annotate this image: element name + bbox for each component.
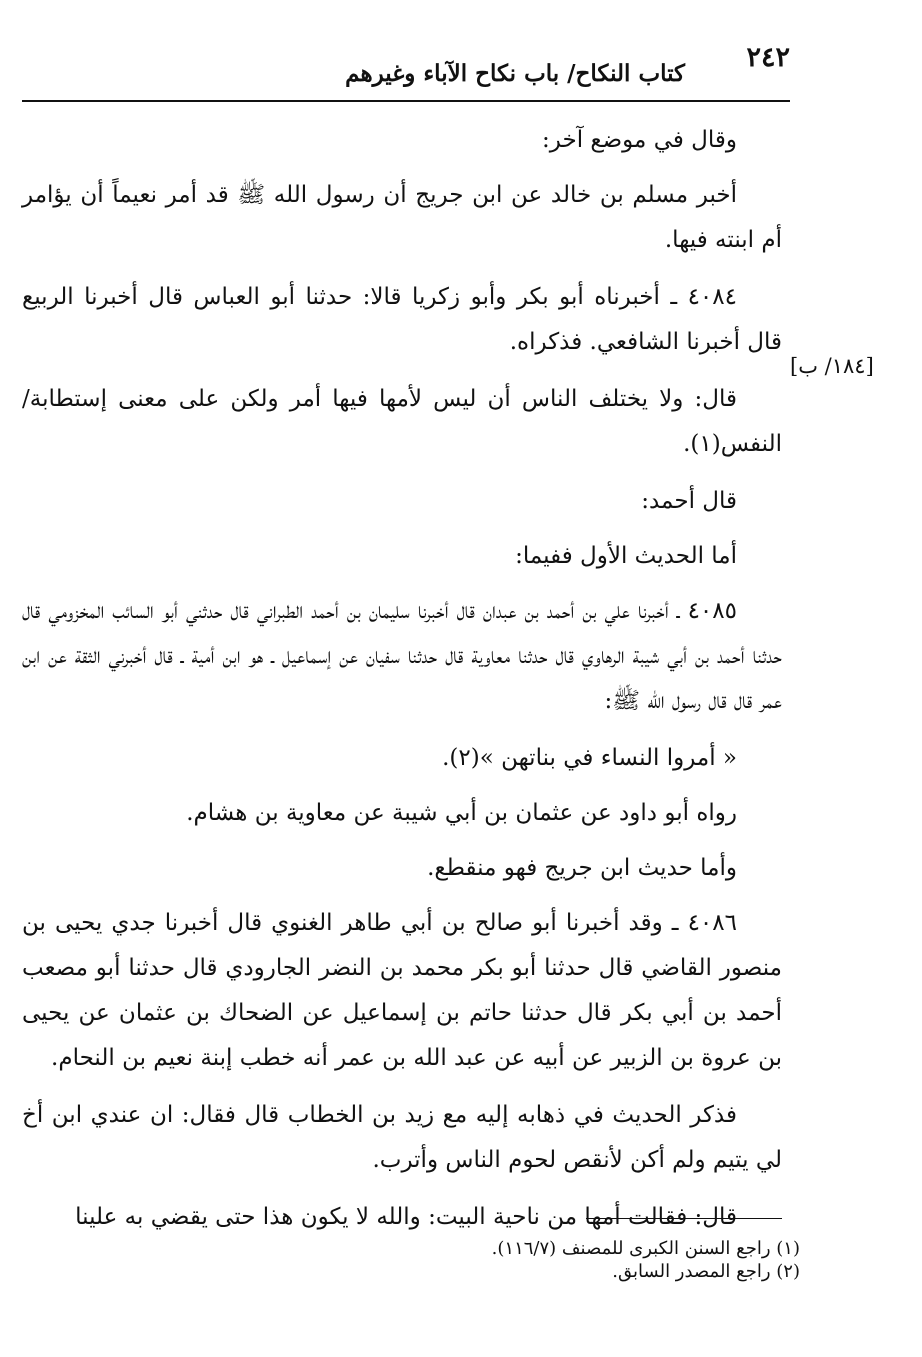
paragraph-story: فذكر الحديث في ذهابه إليه مع زيد بن الخطاب قال فقال: ان عندي ابن أخ لي يتيم ولم أكن لأنقص لحوم الناس وأترب.	[22, 1102, 782, 1173]
paragraph-abu-dawud: رواه أبو داود عن عثمان بن أبي شيبة عن معاوية بن هشام.	[186, 800, 737, 826]
footnote-1: (١) راجع السنن الكبرى للمصنف (١١٦/٧).	[491, 1238, 800, 1259]
hadith-4086: ٤٠٨٦ ـ وقد أخبرنا أبو صالح بن أبي طاهر الغنوي قال أخبرنا جدي يحيى بن منصور القاضي قال حدثنا أبو بكر محمد بن النضر الجارودي قال حدثنا أبو مصعب أحمد بن أبي بكر قال حدثنا حاتم بن إسماعيل عن الضحاك بن عثمان عن يحيى بن عروة بن الزبير عن أبيه عن عبد الله بن عمر أنه خطب إبنة نعيم بن النحام.	[22, 910, 782, 1071]
paragraph-narration: أخبر مسلم بن خالد عن ابن جريج أن رسول الله ﷺ قد أمر نعيماً أن يؤامر أم ابنته فيها.	[22, 182, 782, 253]
margin-folio-note: [١٨٤/ ب]	[790, 354, 874, 378]
paragraph-first-hadith: أما الحديث الأول ففيما:	[515, 543, 737, 569]
footnotes	[22, 1237, 800, 1283]
page-header	[22, 40, 790, 100]
hadith-quote: « أمروا النساء في بناتهن »(٢).	[442, 745, 737, 771]
paragraph-qala-ahmad: قال أحمد:	[641, 488, 737, 514]
paragraph-munqati: وأما حديث ابن جريج فهو منقطع.	[427, 855, 737, 881]
header-divider	[22, 100, 790, 102]
paragraph-mother: قال: فقالت أمها من ناحية البيت: والله لا يكون هذا حتى يقضي به علينا	[75, 1204, 737, 1230]
hadith-4085: ٤٠٨٥ ـ أخبرنا علي بن أحمد بن عبدان قال أخبرنا سليمان بن أحمد الطبراني قال حدثني أبو السائب المخزومي قال حدثنا أحمد بن أبي شيبة الرهاوي قال حدثنا معاوية قال حدثنا سفيان عن إسماعيل ـ هو ابن أمية ـ قال أخبرني الثقة عن ابن عمر قال قال رسول الله ﷺ:	[22, 598, 782, 714]
footnote-2: (٢) راجع المصدر السابق.	[612, 1261, 800, 1282]
paragraph-shafii-comment: قال: ولا يختلف الناس أن ليس لأمها فيها أمر ولكن على معنى إستطابة/ النفس(١).	[22, 386, 782, 457]
running-title: كتاب النكاح/ باب نكاح الآباء وغيرهم	[345, 60, 685, 87]
hadith-4084: ٤٠٨٤ ـ أخبرناه أبو بكر وأبو زكريا قالا: حدثنا أبو العباس قال أخبرنا الربيع قال أخبرنا الشافعي. فذكراه.	[22, 284, 782, 355]
page-number: ٢٤٢	[746, 42, 790, 73]
paragraph-intro: وقال في موضع آخر:	[542, 127, 737, 153]
main-text	[22, 118, 782, 1252]
footnote-divider	[586, 1218, 782, 1219]
